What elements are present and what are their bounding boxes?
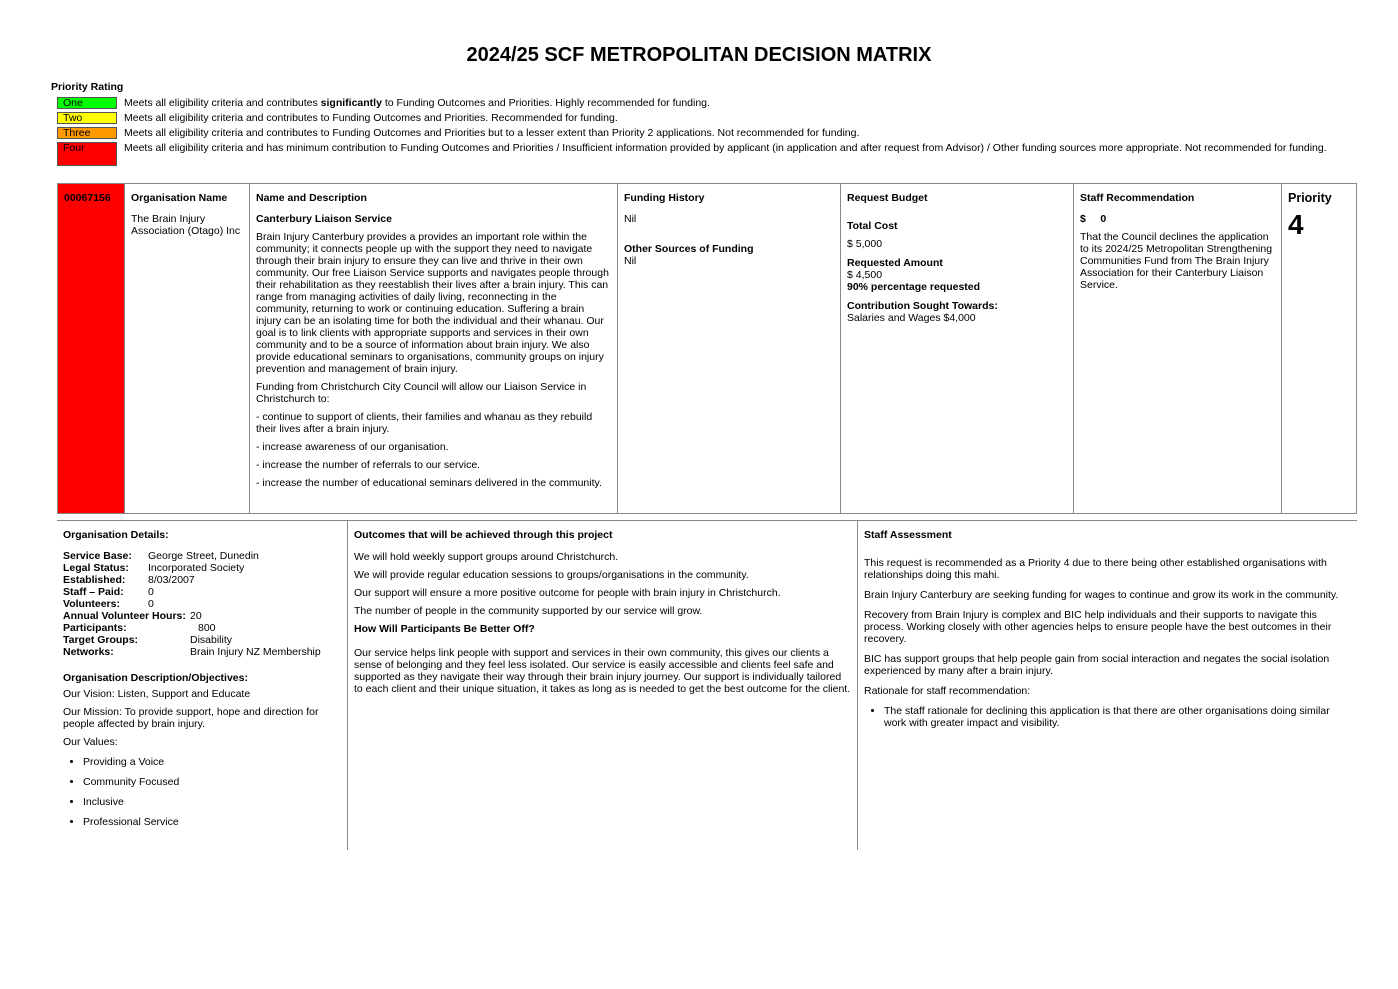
priority-swatch-two: Two	[57, 112, 117, 124]
staff-recommended-amount: $ 0	[1080, 213, 1107, 225]
mission-text: Our Mission: To provide support, hope and direction for people affected by brain injury.	[63, 706, 319, 730]
detail-row: Participants: 800	[63, 622, 216, 634]
percentage-requested: 90% percentage requested	[847, 281, 981, 293]
staff-recommendation-heading: Staff Recommendation	[1080, 192, 1195, 204]
total-cost-value: $ 5,000	[847, 238, 883, 250]
organisation-description-heading: Organisation Description/Objectives:	[63, 672, 248, 684]
funding-history-heading: Funding History	[624, 192, 705, 204]
detail-row: Staff – Paid: 0	[63, 586, 154, 598]
priority-cell	[1282, 184, 1357, 513]
legend-row-four	[57, 142, 1357, 166]
outcome-item: We will provide regular education sessions to groups/organisations in the community.	[354, 569, 749, 581]
priority-swatch-three: Three	[57, 127, 117, 139]
organisation-details-panel	[57, 521, 348, 850]
assessment-paragraph: Rationale for staff recommendation:	[864, 685, 1031, 697]
better-off-text: Our service helps link people with support and services in their own community, this gives our clients a sense of belonging and they feel less isolated. Our service is easily accessible and clients feel safe and supported as they navigate their way through their brain injury journey. Our support is individually tailored to each client and their unique situation, it takes as long as is needed to get the best outcome for the client.	[354, 647, 851, 695]
staff-assessment-heading: Staff Assessment	[864, 529, 952, 541]
list-item: • The staff rationale for declining this application is that there are other organisations doing similar work with greater impact and visibility.	[884, 705, 1351, 729]
better-off-heading: How Will Participants Be Better Off?	[354, 623, 535, 635]
organisation-name: The Brain Injury Association (Otago) Inc	[131, 213, 241, 237]
outcome-item: The number of people in the community supported by our service will grow.	[354, 605, 703, 617]
vision-text: Our Vision: Listen, Support and Educate	[63, 688, 251, 700]
assessment-paragraph: Brain Injury Canterbury are seeking funding for wages to continue and grow its work in the community.	[864, 589, 1339, 601]
name-description-cell	[250, 184, 618, 513]
name-description-heading: Name and Description	[256, 192, 367, 204]
total-cost-label: Total Cost	[847, 220, 898, 232]
organisation-name-cell	[125, 184, 250, 513]
detail-row: Target Groups: Disability	[63, 634, 233, 646]
application-id-cell	[58, 184, 125, 513]
staff-recommendation-text: That the Council declines the application to its 2024/25 Metropolitan Strengthening Communities Fund from The Brain Injury Association for their Canterbury Liaison Service.	[1080, 231, 1273, 291]
priority-swatch-four: Four	[57, 142, 117, 166]
legend-text-two: Meets all eligibility criteria and contributes to Funding Outcomes and Priorities. Recommended for funding.	[124, 112, 618, 124]
values-list	[63, 756, 341, 828]
priority-heading: Priority	[1288, 191, 1332, 205]
funding-point: - increase awareness of our organisation.	[256, 441, 449, 453]
list-item: • Community Focused	[83, 776, 341, 788]
detail-row: Networks: Brain Injury NZ Membership	[63, 646, 321, 658]
outcomes-heading: Outcomes that will be achieved through this project	[354, 529, 613, 541]
request-budget-cell	[841, 184, 1074, 513]
outcomes-panel	[348, 521, 858, 850]
priority-rating-heading: Priority Rating	[51, 81, 124, 93]
outcome-item: Our support will ensure a more positive outcome for people with brain injury in Christchurch.	[354, 587, 781, 599]
project-description: Brain Injury Canterbury provides a provides an important role within the community; it connects people up with the support they need to navigate through their brain injury to ensure they can live and thrive in their own community. Our free Liaison Service supports and navigates people through their rehabilitation as they reestablish their lives after a brain injury. This can range from managing activities of daily living, reconnecting in the community, returning to work or continuing education. Suffering a brain injury can be an isolating time for both the individual and their whanau. Our goal is to link clients with appropriate supports and services in their own community and to be a source of information about brain injury. We also provide educational seminars to organisations, community groups on injury prevention and management of brain injury.	[256, 231, 609, 375]
requested-amount-label: Requested Amount	[847, 257, 943, 269]
rationale-list	[864, 705, 1351, 729]
detail-row: Service Base: George Street, Dunedin	[63, 550, 259, 562]
contribution-value: Salaries and Wages $4,000	[847, 312, 976, 324]
organisation-details-heading: Organisation Details:	[63, 529, 169, 541]
funding-point: - increase the number of referrals to our service.	[256, 459, 481, 471]
detail-row: Annual Volunteer Hours: 20	[63, 610, 202, 622]
priority-value: 4	[1288, 209, 1304, 240]
funding-history-cell	[618, 184, 841, 513]
priority-swatch-one: One	[57, 97, 117, 109]
priority-legend	[57, 97, 1357, 169]
application-id: 00067156	[64, 192, 111, 204]
assessment-paragraph: This request is recommended as a Priority 4 due to there being other established organisations with relationships doing this mahi.	[864, 557, 1327, 581]
legend-row-three	[57, 127, 1357, 139]
legend-row-two	[57, 112, 1357, 124]
staff-recommendation-cell	[1074, 184, 1282, 513]
other-funding-value: Nil	[624, 255, 637, 267]
other-funding-heading: Other Sources of Funding	[624, 243, 754, 255]
project-name: Canterbury Liaison Service	[256, 213, 392, 225]
list-item: • Providing a Voice	[83, 756, 341, 768]
legend-text-three: Meets all eligibility criteria and contributes to Funding Outcomes and Priorities but to a lesser extent than Priority 2 applications. Not recommended for funding.	[124, 127, 860, 139]
legend-row-one	[57, 97, 1357, 109]
detail-row: Volunteers: 0	[63, 598, 154, 610]
funding-intro: Funding from Christchurch City Council will allow our Liaison Service in Christchurch to:	[256, 381, 587, 405]
list-item: • Professional Service	[83, 816, 341, 828]
detail-row: Established: 8/03/2007	[63, 574, 195, 586]
decision-matrix-table	[57, 183, 1357, 514]
page-title: 2024/25 SCF METROPOLITAN DECISION MATRIX	[466, 44, 932, 66]
legend-text-four: Meets all eligibility criteria and has minimum contribution to Funding Outcomes and Priorities / Insufficient information provided by applicant (in application and after request from Advisor) / Other funding sources more appropriate. Not recommended for funding.	[124, 142, 1327, 154]
funding-history-value: Nil	[624, 213, 637, 225]
requested-amount-value: $ 4,500	[847, 269, 883, 281]
legend-text-one: Meets all eligibility criteria and contributes significantly to Funding Outcomes and Priorities. Highly recommended for funding.	[124, 97, 710, 109]
assessment-paragraph: BIC has support groups that help people gain from social interaction and negates the social isolation experienced by many after a brain injury.	[864, 653, 1330, 677]
assessment-paragraph: Recovery from Brain Injury is complex and BIC help individuals and their supports to navigate this process. Working closely with other agencies helps to ensure people have the best outcomes in their recovery.	[864, 609, 1332, 645]
funding-point: - continue to support of clients, their families and whanau as they rebuild their lives after a brain injury.	[256, 411, 593, 435]
outcome-item: We will hold weekly support groups around Christchurch.	[354, 551, 619, 563]
list-item: • Inclusive	[83, 796, 341, 808]
funding-point: - increase the number of educational seminars delivered in the community.	[256, 477, 602, 489]
organisation-name-heading: Organisation Name	[131, 192, 228, 204]
values-label: Our Values:	[63, 736, 118, 748]
request-budget-heading: Request Budget	[847, 192, 928, 204]
contribution-label: Contribution Sought Towards:	[847, 300, 998, 312]
detail-row: Legal Status: Incorporated Society	[63, 562, 245, 574]
staff-assessment-panel	[858, 521, 1357, 850]
